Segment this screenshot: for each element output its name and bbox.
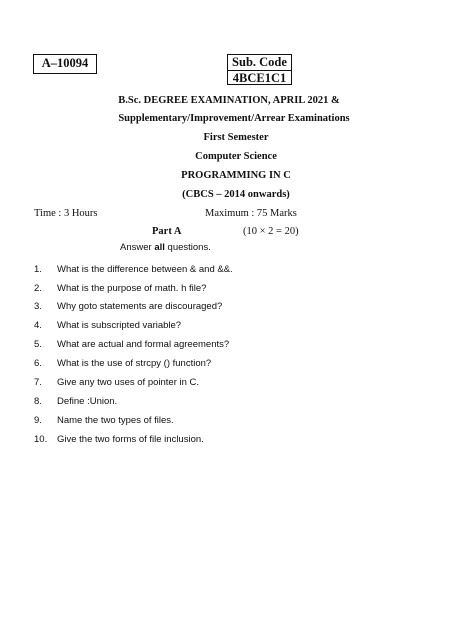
question-number: 6.: [34, 358, 42, 369]
paper-name: PROGRAMMING IN C: [181, 170, 291, 181]
question-number: 4.: [34, 320, 42, 331]
question-number: 9.: [34, 415, 42, 426]
question-text: What are actual and formal agreements?: [57, 339, 230, 350]
scheme: (CBCS – 2014 onwards): [182, 189, 290, 200]
semester: First Semester: [203, 132, 269, 143]
instruction-text-end: questions.: [164, 242, 211, 253]
question-text: What is the purpose of math. h file?: [57, 283, 207, 294]
question-number: 8.: [34, 396, 42, 407]
question-text: What is the difference between & and &&.: [57, 264, 233, 275]
instruction-text: Answer: [120, 242, 155, 253]
sub-code-value: 4BCE1C1: [228, 70, 291, 86]
part-a-heading: Part A: [152, 226, 182, 237]
exam-subtitle: Supplementary/Improvement/Arrear Examinations: [118, 113, 350, 124]
question-text: What is subscripted variable?: [57, 320, 182, 331]
question-number: 1.: [34, 264, 42, 275]
question-number: 5.: [34, 339, 42, 350]
question-number: 3.: [34, 301, 42, 312]
exam-title: B.Sc. DEGREE EXAMINATION, APRIL 2021 &: [118, 95, 340, 106]
question-text: Give any two uses of pointer in C.: [57, 377, 200, 388]
question-text: Why goto statements are discouraged?: [57, 301, 223, 312]
question-number: 7.: [34, 377, 42, 388]
question-text: Define :Union.: [57, 396, 118, 407]
part-a-marks: (10 × 2 = 20): [243, 226, 299, 237]
question-number: 2.: [34, 283, 42, 294]
subject-code-box: [227, 54, 292, 85]
sub-code-label: Sub. Code: [232, 55, 287, 69]
maximum-marks: Maximum : 75 Marks: [205, 208, 297, 219]
paper-code-box: [33, 54, 97, 74]
question-text: What is the use of strcpy () function?: [57, 358, 212, 369]
part-a-instruction: [120, 242, 211, 253]
question-text: Name the two types of files.: [57, 415, 174, 426]
instruction-emphasis: all: [154, 242, 165, 253]
question-text: Give the two forms of file inclusion.: [57, 434, 204, 445]
question-number: 10.: [34, 434, 48, 445]
subject: Computer Science: [195, 151, 277, 162]
paper-code: A–10094: [41, 56, 89, 70]
time-allowed: Time : 3 Hours: [34, 208, 98, 219]
